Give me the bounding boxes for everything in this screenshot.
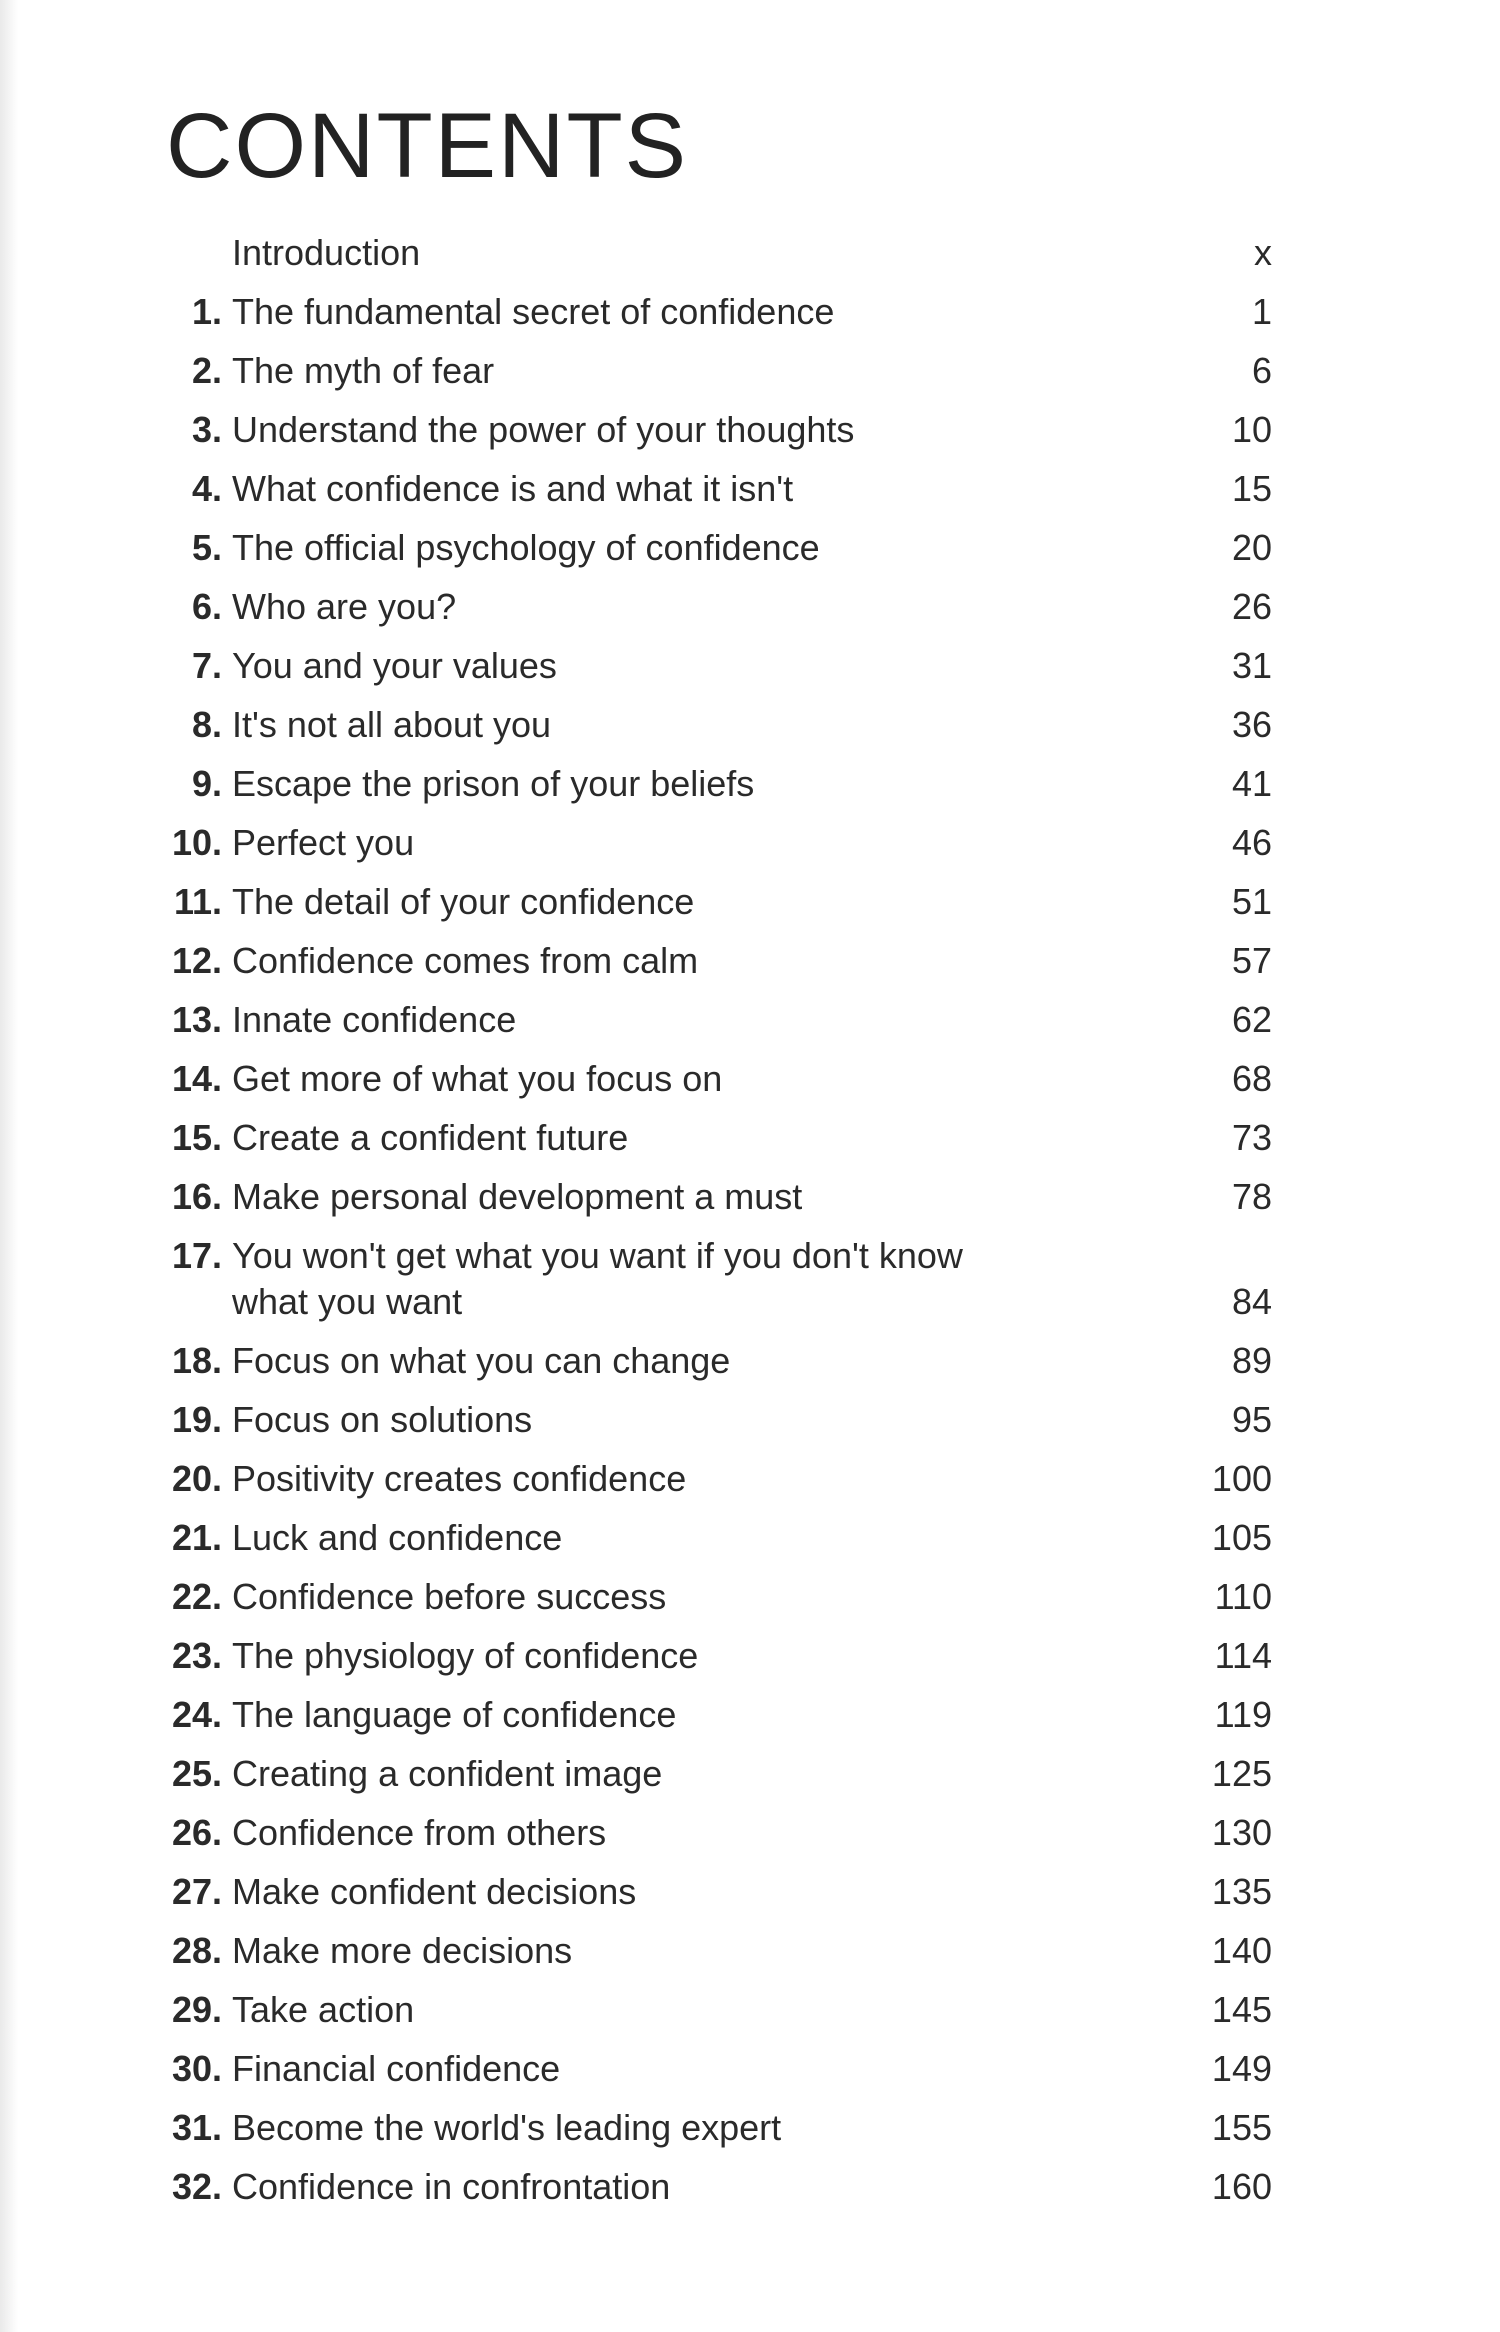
chapter-number: 1. — [191, 291, 222, 332]
chapter-title: The myth of fear — [232, 350, 495, 391]
page-number: 95 — [1231, 1399, 1272, 1440]
page-number: 114 — [1214, 1635, 1272, 1676]
chapter-title: The fundamental secret of confidence — [232, 291, 835, 332]
page-number: 130 — [1211, 1812, 1272, 1853]
page-number: 89 — [1231, 1340, 1272, 1381]
chapter-number: 21. — [171, 1517, 222, 1558]
page-number: 57 — [1231, 940, 1272, 981]
page-number: 84 — [1231, 1281, 1272, 1322]
chapter-title: Confidence comes from calm — [232, 940, 699, 981]
chapter-title: Focus on what you can change — [232, 1340, 731, 1381]
chapter-number: 2. — [191, 350, 222, 391]
chapter-number: 18. — [171, 1340, 222, 1381]
chapter-number: 4. — [191, 468, 222, 509]
chapter-number: 20. — [171, 1458, 222, 1499]
page-number: 68 — [1231, 1058, 1272, 1099]
page-number: 135 — [1211, 1871, 1272, 1912]
page-number: 105 — [1211, 1517, 1272, 1558]
page-number: 6 — [1251, 350, 1272, 391]
chapter-number: 29. — [171, 1989, 222, 2030]
chapter-title: Innate confidence — [232, 999, 517, 1040]
page-number: 51 — [1231, 881, 1272, 922]
chapter-number: 28. — [171, 1930, 222, 1971]
chapter-number: 14. — [171, 1058, 222, 1099]
chapter-number: 17. — [171, 1235, 222, 1276]
chapter-number: 10. — [171, 822, 222, 863]
page-number: x — [1254, 232, 1272, 273]
page-number: 125 — [1211, 1753, 1272, 1794]
page-number: 73 — [1231, 1117, 1272, 1158]
chapter-number: 22. — [171, 1576, 222, 1617]
page-number: 36 — [1231, 704, 1272, 745]
chapter-title: The physiology of confidence — [232, 1635, 699, 1676]
chapter-number: 31. — [171, 2107, 222, 2148]
page-number: 140 — [1211, 1930, 1272, 1971]
page-number: 145 — [1211, 1989, 1272, 2030]
page-number: 15 — [1231, 468, 1272, 509]
chapter-title: Confidence before success — [232, 1576, 667, 1617]
chapter-title: Focus on solutions — [232, 1399, 533, 1440]
chapter-title: The detail of your confidence — [232, 881, 695, 922]
chapter-number: 25. — [171, 1753, 222, 1794]
chapter-title: Understand the power of your thoughts — [232, 409, 855, 450]
chapter-number: 5. — [191, 527, 222, 568]
chapter-title: The official psychology of confidence — [232, 527, 820, 568]
chapter-title: Become the world's leading expert — [232, 2107, 782, 2148]
chapter-number: 30. — [171, 2048, 222, 2089]
chapter-number: 12. — [171, 940, 222, 981]
chapter-number: 9. — [191, 763, 222, 804]
chapter-title: Positivity creates confidence — [232, 1458, 687, 1499]
chapter-number: 16. — [171, 1176, 222, 1217]
chapter-title: Escape the prison of your beliefs — [232, 763, 755, 804]
page-number: 160 — [1211, 2166, 1272, 2207]
chapter-number: 24. — [171, 1694, 222, 1735]
chapter-number: 3. — [191, 409, 222, 450]
chapter-title: Make more decisions — [232, 1930, 573, 1971]
page-number: 110 — [1214, 1576, 1272, 1617]
chapter-title: Introduction — [232, 232, 421, 273]
chapter-number: 13. — [171, 999, 222, 1040]
page-number: 149 — [1211, 2048, 1272, 2089]
chapter-title: You and your values — [232, 645, 557, 686]
chapter-number: 15. — [171, 1117, 222, 1158]
page-number: 119 — [1214, 1694, 1272, 1735]
chapter-number: 11. — [173, 881, 222, 922]
page-number: 155 — [1211, 2107, 1272, 2148]
chapter-title: It's not all about you — [232, 704, 552, 745]
chapter-title: Create a confident future — [232, 1117, 629, 1158]
page-number: 46 — [1231, 822, 1272, 863]
page-number: 41 — [1231, 763, 1272, 804]
chapter-title: Financial confidence — [232, 2048, 561, 2089]
chapter-number: 7. — [191, 645, 222, 686]
chapter-number: 32. — [171, 2166, 222, 2207]
chapter-title: Perfect you — [232, 822, 415, 863]
page-number: 10 — [1231, 409, 1272, 450]
page-title: CONTENTS — [166, 95, 688, 197]
chapter-number: 6. — [191, 586, 222, 627]
chapter-title: The language of confidence — [232, 1694, 677, 1735]
chapter-number: 8. — [191, 704, 222, 745]
page-number: 26 — [1231, 586, 1272, 627]
chapter-number: 19. — [171, 1399, 222, 1440]
page-number: 31 — [1231, 645, 1272, 686]
page-number: 62 — [1231, 999, 1272, 1040]
chapter-title: Who are you? — [232, 586, 457, 627]
chapter-number: 27. — [171, 1871, 222, 1912]
page-number: 1 — [1251, 291, 1272, 332]
page-number: 100 — [1211, 1458, 1272, 1499]
chapter-title: Take action — [232, 1989, 415, 2030]
chapter-number: 23. — [171, 1635, 222, 1676]
chapter-title: You won't get what you want if you don't know what you want — [232, 1235, 963, 1322]
page-number: 20 — [1231, 527, 1272, 568]
chapter-title: Creating a confident image — [232, 1753, 663, 1794]
page-number: 78 — [1231, 1176, 1272, 1217]
chapter-title: Make personal development a must — [232, 1176, 803, 1217]
chapter-title: What confidence is and what it isn't — [232, 468, 794, 509]
chapter-title: Make confident decisions — [232, 1871, 637, 1912]
chapter-title: Luck and confidence — [232, 1517, 563, 1558]
chapter-title: Get more of what you focus on — [232, 1058, 723, 1099]
chapter-number: 26. — [171, 1812, 222, 1853]
chapter-title: Confidence from others — [232, 1812, 607, 1853]
chapter-title: Confidence in confrontation — [232, 2166, 671, 2207]
